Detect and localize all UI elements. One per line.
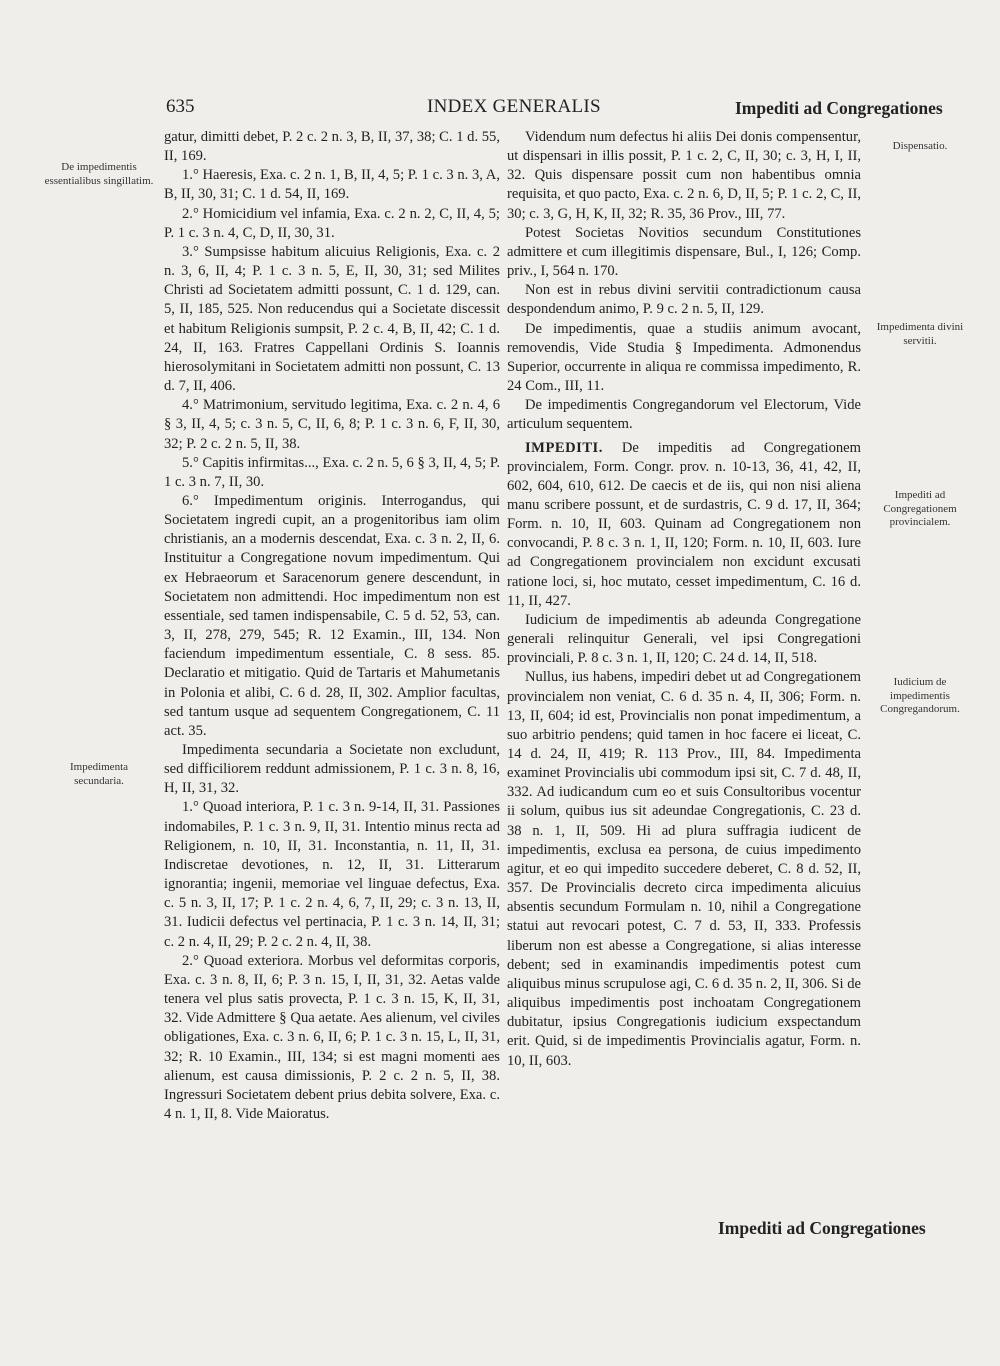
paragraph: Iudicium de impedimentis ab adeunda Congregatione generali relinquitur Generali, vel ipsi Congregationi provinciali, P. 8 c. 3 n. 1, II, 120; C. 24 d. 14, II, 518. bbox=[507, 611, 861, 667]
list-item: 4.° Matrimonium, servitudo legitima, Exa. c. 2 n. 4, 6 § 3, II, 4, 5; c. 3 n. 5, C, II, 6, 8; P. 1 c. 3 n. 6, F, II, 30, 32; P. 2 c. 2 n. 5, II, 38. bbox=[164, 397, 500, 452]
paragraph: gatur, dimitti debet, P. 2 c. 2 n. 3, B, II, 37, 38; C. 1 d. 55, II, 169. bbox=[164, 129, 500, 165]
list-item: 2.° Quoad exteriora. Morbus vel deformitas corporis, Exa. c. 3 n. 8, II, 6; P. 3 n. 15, I, II, 31, 32. Aetas valde tenera vel plus satis provecta, P. 1 c. 3 n. 15, K, II, 31, 32. Vide Admittere § Qua aetate. Aes alienum, vel civiles obligationes, Exa. c. 3 n. 6, II, 6; P. 1 c. 3 n. 15, L, II, 31, 32; R. 10 Examin., III, 134; si est magni momenti aes alienum, est causa dimissionis, P. 2 c. 2 n. 5, II, 38. Ingressuri Societatem debent prius debita solvere, Exa. c. 4 n. 1, II, 8. Vide Maioratus. bbox=[164, 952, 500, 1122]
list-item: 1.° Haeresis, Exa. c. 2 n. 1, B, II, 4, 5; P. 1 c. 3 n. 3, A, B, II, 30, 31; C. 1 d. 54, II, 169. bbox=[164, 167, 500, 203]
marginal-note-right: Impedimenta divini servitii. bbox=[876, 321, 964, 347]
paragraph: Potest Societas Novitios secundum Constitutiones admittere et cum illegitimis dispensare, Bul., I, 126; Comp. priv., I, 564 n. 170. bbox=[507, 224, 861, 280]
footer-catchword: Impediti ad Congregationes bbox=[718, 1218, 926, 1238]
list-item: 5.° Capitis infirmitas..., Exa. c. 2 n. 5, 6 § 3, II, 4, 5; P. 1 c. 3 n. 7, II, 30. bbox=[164, 454, 500, 490]
marginal-note-right: Impediti ad Congregationem provincialem. bbox=[883, 489, 957, 528]
marginal-note-left: Impedimenta secundaria. bbox=[69, 761, 129, 787]
marginal-note-left: De impedimentis essentialibus singillatim. bbox=[44, 161, 154, 187]
paragraph: Impedimenta secundaria a Societate non excludunt, sed difficiliorem reddunt admissionem, P. 1 c. 3 n. 8, 16, H, II, 31, 32. bbox=[164, 742, 500, 797]
paragraph: De impedimentis Congregandorum vel Electorum, Vide articulum sequentem. bbox=[507, 397, 861, 433]
list-item: 6.° Impedimentum originis. Interrogandus, qui Societatem ingredi cupit, an a progenitoribus iam olim christianis, an a modernis descendat, Exa. c. 3 n. 2, II, 6. Instituitur a Congregatione novum impedimentum. Qui ex Hebraeorum et Saracenorum genere descendunt, in Societatem non admittendi. Hoc impedimentum non est essentiale, sed tamen indispensabile, C. 5 d. 52, 53, can. 3, II, 278, 279, 545; R. 12 Examin., III, 134. Non faciendum impedimentum essentiale, C. 8 sess. 85. Declaratio et mitigatio. Quid de Tartaris et Mahumetanis in Polonia et alibi, C. 6 d. 28, II, 302. Amplior facultas, sed tantum usque ad sequentem Congregationem, C. 11 act. 35. bbox=[164, 492, 500, 739]
entry-paragraph bbox=[507, 439, 861, 611]
paragraph: Videndum num defectus hi aliis Dei donis compensentur, ut dispensari in illis possit, P. 1 c. 2, C, II, 30; c. 3, H, I, II, 32. Quis dispensare possit cum non habentibus omnia requisita, et quo pacto, Exa. c. 2 n. 6, D, II, 5; P. 1 c. 2, C, II, 30; c. 3, G, H, K, II, 32; R. 35, 36 Prov., III, 77. bbox=[507, 129, 861, 222]
marginal-note-right: Dispensatio. bbox=[892, 140, 948, 152]
list-item: 2.° Homicidium vel infamia, Exa. c. 2 n. 2, C, II, 4, 5; P. 1 c. 3 n. 4, C, D, II, 30, 31. bbox=[164, 205, 500, 241]
left-column bbox=[164, 128, 500, 1124]
right-column bbox=[507, 128, 861, 1071]
running-title: INDEX GENERALIS bbox=[427, 96, 601, 117]
list-item: 1.° Quoad interiora, P. 1 c. 3 n. 9-14, II, 31. Passiones indomabiles, P. 1 c. 3 n. 9, II, 31. Intentio minus recta ad Religionem, n. 10, II, 31. Inconstantia, n. 11, II, 31. Indiscretae devotiones, n. 12, II, 31. Litterarum ignorantia; ingenii, memoriae vel linguae defectus, Exa. c. 5 n. 3, II, 17; P. 1 c. 2 n. 4, 6, 7, II, 29; c. 3 n. 13, II, 31. Iudicii defectus vel pertinacia, P. 1 c. 3 n. 14, II, 31; c. 2 n. 4, II, 29; P. 2 c. 2 n. 4, II, 38. bbox=[164, 799, 500, 950]
entry-text: De impeditis ad Congregationem provincialem, Form. Congr. prov. n. 10-13, 36, 41, 42, II, 602, 604, 610, 612. De caecis et de iis, qui non nisi aliena manu scribere possunt, et de surdastris, C. 9 d. 17, II, 364; Form. n. 10, II, 603. Quinam ad Congregationem non convocandi, P. 8 c. 3 n. 1, II, 120; Form. n. 10, II, 603. Iure ad Congregationem provincialem non excidunt excusati ratione loci, si, hoc mutato, cesset impedimentum, C. 16 d. 11, II, 427. bbox=[507, 439, 861, 609]
paragraph: De impedimentis, quae a studiis animum avocant, removendis, Vide Studia § Impedimenta. Admonendus Superior, occurrente in aliqua re commissa impedimento, R. 24 Com., III, 11. bbox=[507, 320, 861, 395]
marginal-note-right: Iudicium de impedimentis Congregandorum. bbox=[880, 676, 960, 715]
header-catchword: Impediti ad Congregationes bbox=[735, 98, 943, 118]
page-header bbox=[0, 96, 1000, 126]
entry-lemma: IMPEDITI. bbox=[525, 439, 603, 456]
page-number: 635 bbox=[166, 96, 195, 117]
paragraph: Non est in rebus divini servitii contradictionum causa despondendum animo, P. 9 c. 2 n. 5, II, 129. bbox=[507, 282, 861, 318]
list-item: 3.° Sumpsisse habitum alicuius Religionis, Exa. c. 2 n. 3, 6, II, 4; P. 1 c. 3 n. 5, E, II, 30, 31; sed Milites Christi ad Societatem admitti possunt, C. 1 d. 129, can. 5, II, 185, 525. Non reducendus qui a Societate discessit et habitum Religionis sumpsit, P. 2 c. 4, B, II, 42; C. 1 d. 24, II, 163. Fratres Cappellani Ordinis S. Ioannis hierosolymitani in Societatem admitti non possunt, C. 13 d. 7, II, 406. bbox=[164, 243, 500, 395]
paragraph: Nullus, ius habens, impediri debet ut ad Congregationem provincialem non veniat, C. 6 d. 35 n. 4, II, 306; Form. n. 13, II, 604; id est, Provincialis non ponat impedimentum, a suo arbitrio pendens; quid tamen in hoc facere ei liceat, C. 14 d. 24, II, 419; R. 113 Prov., III, 84. Impedimenta examinet Provincialis ubi commodum ipsi sit, C. 7 d. 48, II, 332. Ad iudicandum cum eo et suis Consultoribus vocentur ii solum, quibus ius sit adeundae Congregationis, C. 23 d. 38 n. 1, II, 509. Hi ad plura suffragia iudicent de impedimentis, exclusa ea persona, de cuius impedimento agitur, et eo qui impedito succedere deberet, C. 8 d. 52, II, 357. De Provincialis decreto circa impedimenta alicuius absentis secundum Formulam n. 10, nihil a Congregatione statui aut revocari potest, C. 7 d. 53, II, 333. Professis liberum non est abesse a Congregatione, si alias interesse debent; sed in examinandis impedimentis potest cum aliquibus minus scrupulose agi, C. 6 d. 35 n. 2, II, 306. Si de aliquibus impedimentis post inchoatam Congregationem dubitatur, ipsius Congregationis iudicium exspectandum erit. Quid, si de impedimentis Provincialis agatur, Form. n. 10, II, 603. bbox=[507, 669, 861, 1069]
